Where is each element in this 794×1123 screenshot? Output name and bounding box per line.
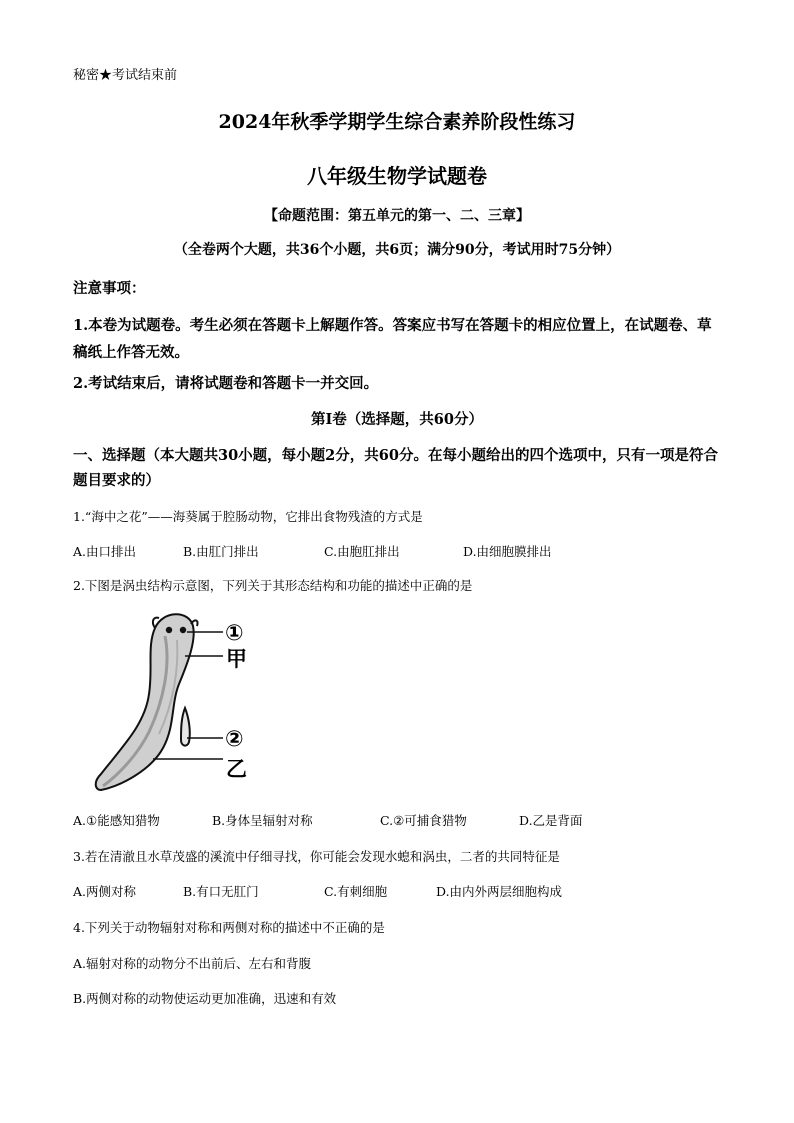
exam-info: （全卷两个大题，共36个小题，共6页；满分90分，考试用时75分钟） (173, 242, 621, 258)
label-1: ① (225, 621, 244, 646)
q3-option-c: C.有刺细胞 (324, 884, 388, 899)
exam-title: 2024年秋季学期学生综合素养阶段性练习 (218, 111, 576, 133)
label-2: ② (225, 727, 244, 752)
eye-spot (180, 627, 186, 633)
notes-title: 注意事项： (73, 280, 146, 297)
question-1-stem: 1.“海中之花”——海葵属于腔肠动物，它排出食物残渣的方式是 (73, 509, 423, 524)
planarian-figure (93, 606, 263, 796)
pharynx (181, 708, 190, 746)
question-2-stem: 2.下图是涡虫结构示意图，下列关于其形态结构和功能的描述中正确的是 (73, 578, 473, 593)
q2-option-b: B.身体呈辐射对称 (212, 813, 313, 828)
q2-option-c: C.②可捕食猎物 (380, 813, 467, 828)
question-3-stem: 3.若在清澈且水草茂盛的溪流中仔细寻找，你可能会发现水螅和涡虫，二者的共同特征是 (73, 849, 560, 864)
q3-option-a: A.两侧对称 (73, 884, 137, 899)
label-jia: 甲 (226, 647, 247, 671)
note-item-2: 2.考试结束后，请将试题卷和答题卡一并交回。 (73, 375, 379, 392)
confidential-label: 秘密★考试结束前 (73, 68, 178, 83)
part-title: 第Ⅰ卷（选择题，共60分） (311, 411, 483, 428)
q4-option-b: B.两侧对称的动物使运动更加准确，迅速和有效 (73, 991, 337, 1006)
q1-option-d: D.由细胞膜排出 (463, 544, 552, 559)
label-yi: 乙 (226, 757, 247, 781)
q1-option-c: C.由胞肛排出 (324, 544, 400, 559)
q3-option-b: B.有口无肛门 (183, 884, 259, 899)
question-4-stem: 4.下列关于动物辐射对称和两侧对称的描述中不正确的是 (73, 920, 385, 935)
eye-spot (166, 627, 172, 633)
exam-subtitle: 八年级生物学试题卷 (307, 164, 487, 188)
q2-option-a: A.①能感知猎物 (73, 813, 160, 828)
q2-option-d: D.乙是背面 (519, 813, 583, 828)
planarian-body (96, 614, 194, 790)
q3-option-d: D.由内外两层细胞构成 (436, 884, 563, 899)
section-heading: 一、选择题（本大题共30小题，每小题2分，共60分。在每小题给出的四个选项中，只有一项是符合题目要求的） (73, 447, 718, 489)
q1-option-b: B.由肛门排出 (183, 544, 259, 559)
exam-scope: 【命题范围：第五单元的第一、二、三章】 (264, 208, 530, 224)
q4-option-a: A.辐射对称的动物分不出前后、左右和背腹 (73, 956, 312, 971)
note-item-1: 1.本卷为试题卷。考生必须在答题卡上解题作答。答案应书写在答题卡的相应位置上，在试题卷、草稿纸上作答无效。 (73, 317, 712, 361)
q1-option-a: A.由口排出 (73, 544, 137, 559)
